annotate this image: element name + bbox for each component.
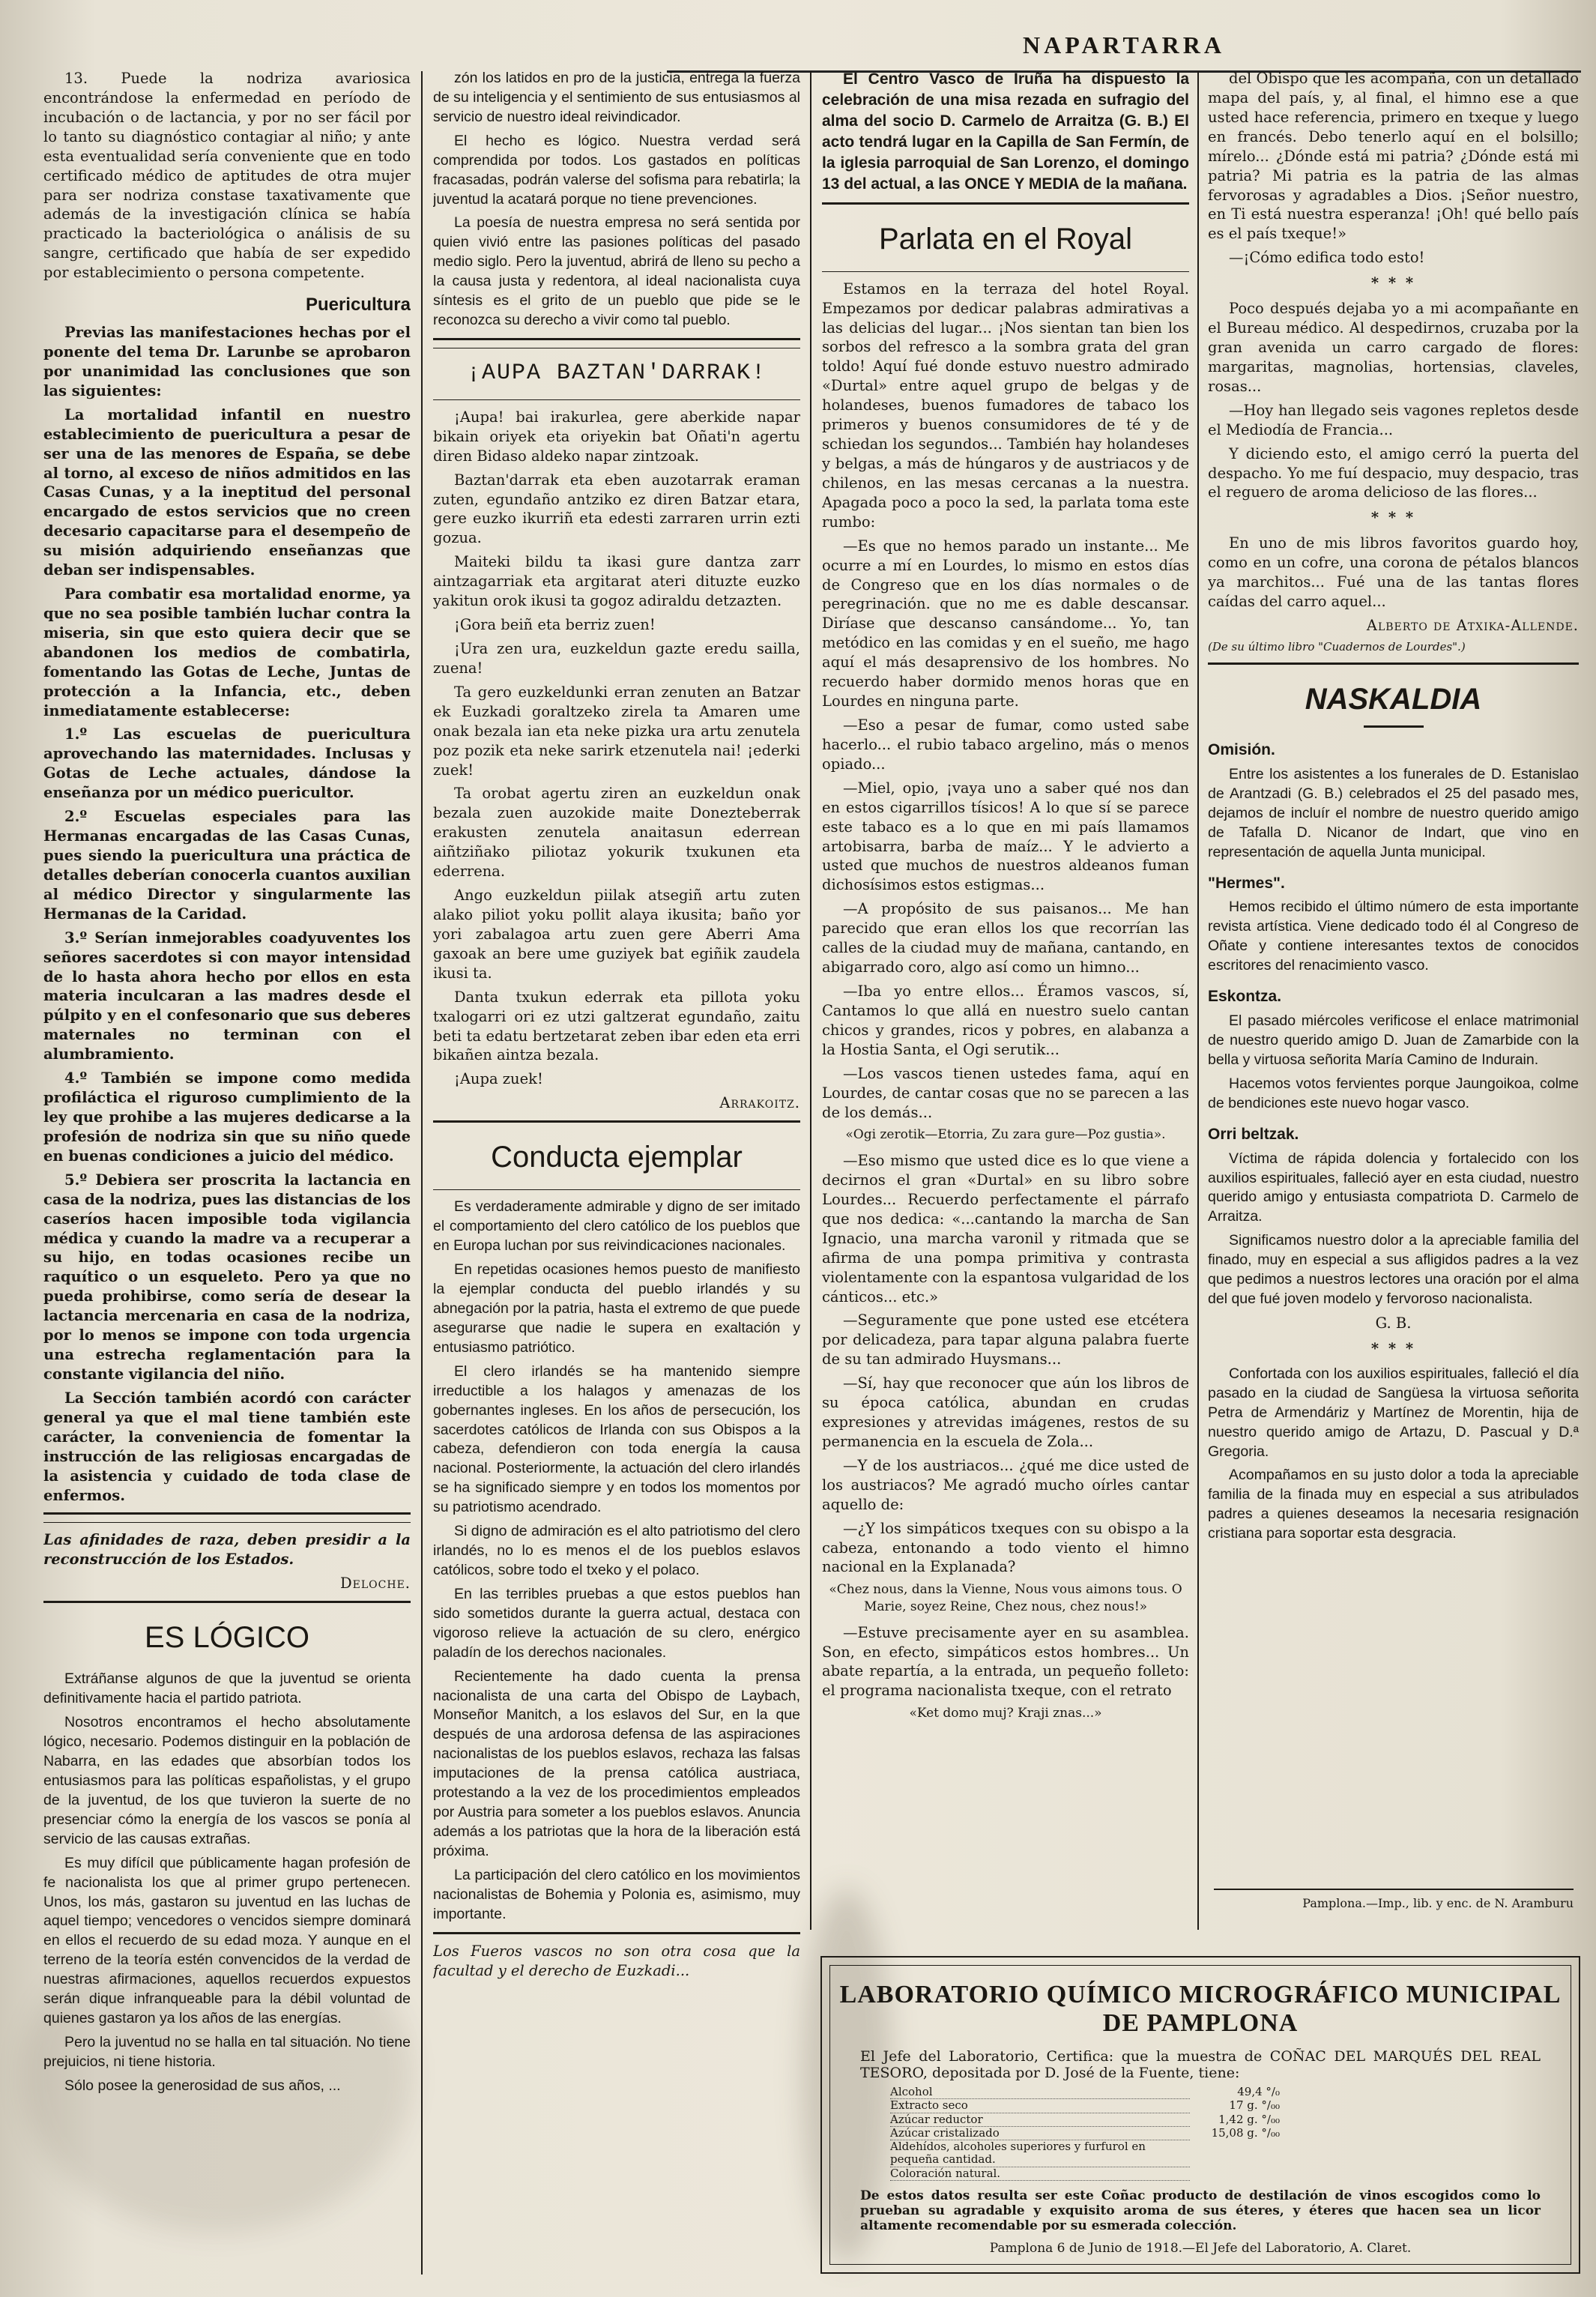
separator: [433, 399, 800, 400]
omision-text: Entre los asistentes a los funerales de D. Estanislao de Arantzadi (G. B.) celebrados el 25 del pasado mes, dejamos de incluír el nombre de nuestro querido amigo de Tafalla D. Nicanor de Indart, que vino en representación de aquella Junta municipal.: [1208, 765, 1579, 860]
verse: «Ogi zerotik—Etorria, Zu zara gure—Poz gustia».: [845, 1127, 1166, 1143]
paragraph: Es muy difícil que públicamente hagan profesión de fe nacionalista los que al primer grupo pertenecen. Unos, los más, gastaron su juventud en las luchas de aquel tiempo; vencedores o vencidos siempre dominará en ellos el recuerdo de su edad moza. Y aunque en el terreno de la teoría estén convencidos de la verdad de nuestras afirmaciones, aquellos recuerdos expuestos serán dique infranqueable para la débil voluntad de quienes gastaron ya los años de las energías.: [43, 1854, 411, 2027]
race-quote: Las afinidades de raza, deben presidir a la reconstrucción de los Estados.: [43, 1531, 411, 1569]
ad-row-value: 17 g. °/₀₀: [1229, 2098, 1280, 2113]
ad-table-row: [890, 2167, 1280, 2181]
separator: [433, 1932, 800, 1934]
hermes-heading: "Hermes".: [1208, 874, 1285, 892]
headline-underline: [1364, 725, 1424, 728]
naskaldia-headline: NASKALDIA: [1305, 682, 1482, 716]
paragraph: ¡Ura zen ura, euzkeldun gazte eredu sailla, zuena!: [433, 640, 800, 677]
ad-row-label: Alcohol: [890, 2086, 1190, 2099]
paragraph: La Sección también acordó con carácter general ya que el mal tiene también este carácter, la conveniencia de fomentar la instrucción de las religiosas encargadas de la asistencia y cuidado de toda clase de enfermos.: [43, 1389, 411, 1504]
paragraph: En repetidas ocasiones hemos puesto de manifiesto la ejemplar conducta del pueblo irlandés y su abnegación por la patria, hasta el extremo de que puede asegurarse que nadie le supera en exaltación y entusiasmo patriótico.: [433, 1261, 800, 1356]
paragraph: Maiteki bildu ta ikasi gure dantza zarr aintzagarriak eta argitarat ateri dituzte euzko yakitun orok ikusi ta gogoz adiraldu detzazten.: [433, 553, 800, 610]
paragraph: El clero irlandés se ha mantenido siempre irreductible a los halagos y amenazas de los gobernantes ingleses. En los años de persecución, los sacerdotes católicos de Irlanda con sus Obispos a la cabeza, defendieron con toda energía la causa nacional. Posteriormente, la actuación del clero irlandés se ha significado siempre y en todos los momentos por su patriotismo acendrado.: [433, 1362, 800, 1516]
paragraph: La poesía de nuestra empresa no será sentida por quien vivió entre las pasiones políticas del pasado medio siglo. Pero la juventud, abrirá de lleno su pecho a la causa justa y redentora, al ideal nacionalista cuya síntesis es el grito de un pueblo que pide se le reconozca su derecho a vivir como tal pueblo.: [433, 214, 800, 329]
paragraph: 5.º Debiera ser proscrita la lactancia en casa de la nodriza, pues las distancias de los caseríos hacen imposible toda vigilancia médica y cuando la madre va a recuperar a su hijo, en todas ocasiones recibe un raquítico o un esqueleto. Pero ya que no pueda prohibirse, como sería de desear la lactancia mercenaria en casa de la nodriza, por lo menos se impone con toda urgencia una estrecha reglamentación para la constante vigilancia del niño.: [43, 1171, 411, 1383]
hermes-text: Hemos recibido el último número de esta importante revista artística. Viene dedicado todo él al Congreso de Oñate y contiene interesantes textos de conocidos escritores del renacimiento vasco.: [1208, 899, 1579, 974]
eskontza-text: [1208, 1012, 1579, 1114]
es-logico-article: [43, 1670, 411, 2095]
ad-signature: Pamplona 6 de Junio de 1918.—El Jefe del Laboratorio, A. Claret.: [989, 2240, 1412, 2256]
column-1: [43, 69, 411, 2287]
paragraph: —Sí, hay que reconocer que aún los libros de su época católica, abundan en crudas expresiones y atrevidas imágenes, restos de su permanencia en la escuela de Zola...: [822, 1374, 1189, 1450]
paragraph: —¡Cómo edifica todo esto!: [1229, 249, 1425, 267]
column-rule: [421, 71, 423, 2275]
eskontza-heading: Eskontza.: [1208, 988, 1282, 1006]
paragraph: En las terribles pruebas a que estos pueblos han sido sometidos durante la guerra actual, destaca con vigoroso relieve la actuación de su clero, enérgico paladín de los derechos nacionales.: [433, 1585, 800, 1661]
aupa-signature: Arrakoitz.: [719, 1094, 800, 1112]
masthead: NAPARTARRA: [1023, 31, 1225, 58]
paragraph: 13. Puede la nodriza avariosica encontrándose la enfermedad en período de incubación o de lactancia, y por no ser fácil por lo tanto su diagnóstico contagiar al niño; y ante esta eventualidad sería conveniente que en todo certificado médico de aptitudes de otra mujer para ser nodriza constase taxativamente que además de la investigación clínica se había practicado la bacteriológica o análisis de su sangre, certificado que había de ser expedido por establecimiento o persona competente.: [43, 70, 411, 282]
paragraph: ¡Gora beiñ eta berriz zuen!: [454, 616, 656, 634]
orri-beltzak-heading: Orri beltzak.: [1208, 1125, 1299, 1143]
paragraph: ¡Aupa zuek!: [454, 1070, 543, 1088]
column-4: [1208, 69, 1579, 1950]
ad-table-row: [890, 2099, 1280, 2113]
paragraph: Para combatir esa mortalidad enorme, ya que no sea posible también luchar contra la miseria, sin que esto quiera decir que se abandonen los medios de combatirla, fomentando las Gotas de Leche, Juntas de protección a la Infancia, etc., deben inmediatamente establecerse:: [43, 585, 411, 719]
paragraph: Nosotros encontramos el hecho absolutamente lógico, necesario. Podemos distinguir en la población de Nabarra, en las edades que absorbían todos los entusiasmos para las políticas españolistas, y el grupo de la juventud, de los que tuvieron la suerte de no presenciar cómo la energía de los vascos se ponía al servicio de las causas extrañas.: [43, 1714, 411, 1847]
paragraph: Ta gero euzkeldunki erran zenuten an Batzar ek Euzkadi goraltzeko zirela ta Amaren ume onak bezala ian eta neke pizka ura artu zenutela poz pozik eta neke sarirk etzenutela nai! ¡ederki zuek!: [433, 683, 800, 779]
paragraph: Hacemos votos fervientes porque Jaungoikoa, colme de bendiciones este nuevo hogar vasco.: [1208, 1075, 1579, 1111]
separator: [822, 271, 1189, 272]
puericultura-heading: Puericultura: [305, 295, 411, 316]
paragraph: Recientemente ha dado cuenta la prensa nacionalista de una carta del Obispo de Laybach, Monseñor Manitch, a los eslavos del Sur, en la que después de una ardorosa defensa de las aspiraciones nacionalistas de los pueblos eslavos, rechaza las falsas imputaciones de la prensa católica austriaca, protestando a la vez de los procedimientos empleados por Austria para someter a los pueblos eslavos. Anuncia además a los patriotas que la hora de la liberación está próxima.: [433, 1667, 800, 1859]
fueros-quote: Los Fueros vascos no son otra cosa que la facultad y el derecho de Euzkadi...: [433, 1942, 800, 1979]
paragraph: —¿Y los simpáticos txeques con su obispo a la cabeza, entonando a todo viento el himno nacional en la Explanada?: [822, 1519, 1189, 1576]
es-logico-continued: [433, 69, 800, 330]
paragraph: —Seguramente que pone usted ese etcétera por delicadeza, para tapar alguna palabra fuerte de su tan admirado Huysmans...: [822, 1312, 1189, 1368]
column-rule: [1197, 71, 1199, 1930]
parlata-signature: Alberto de Atxika-Allende.: [1366, 616, 1579, 634]
nodriza-text: [43, 69, 411, 283]
ad-certify-text: El Jefe del Laboratorio, Certifica: que la muestra de COÑAC DEL MARQUÉS DEL REAL TESORO, depositada por D. José de la Fuente, tiene:: [860, 2048, 1541, 2081]
column-rule: [810, 71, 811, 1930]
parlata-source: (De su último libro "Cuadernos de Lourdes".): [1208, 639, 1466, 654]
ad-row-value: [1190, 2140, 1280, 2167]
misa-notice: El Centro Vasco de Iruña ha dispuesto la celebración de una misa rezada en sufragio del alma del socio D. Carmelo de Arraitza (G. B.) El acto tendrá lugar en la Capilla de San Fermín, de la iglesia parroquial de San Lorenzo, el domingo 13 del actual, a las ONCE Y MEDIA de la mañana.: [822, 70, 1189, 193]
paragraph: Previas las manifestaciones hechas por el ponente del tema Dr. Larunbe se aprobaron por unanimidad las conclusiones que son las siguientes:: [43, 324, 411, 399]
paragraph: Es verdaderamente admirable y digno de ser imitado el comportamiento del clero católico de los pueblos que en Europa luchan por sus reivindicaciones nacionales.: [433, 1198, 800, 1255]
paragraph: 4.º También se impone como medida profiláctica el riguroso cumplimiento de la ley que prohibe a las mujeres dedicarse a la profesión de nodriza sin que su niño quede en buenas condiciones a juicio del médico.: [43, 1069, 411, 1165]
aupa-baztan-article: [433, 408, 800, 1089]
orri-text: Acompañamos en su justo dolor a toda la apreciable familia de la finada muy en especial a sus atribulados padres a quienes deseamos la necesaria resignación cristiana para soportar esta desgracia.: [1208, 1467, 1579, 1542]
ad-analysis-table: [890, 2086, 1571, 2181]
separator: [1208, 662, 1579, 665]
parlata-headline: Parlata en el Royal: [879, 222, 1132, 256]
ad-title: LABORATORIO QUÍMICO MICROGRÁFICO MUNICIPAL DE PAMPLONA: [839, 1981, 1562, 2037]
ad-row-value: 1,42 g. °/₀₀: [1218, 2112, 1280, 2126]
separator: [433, 338, 800, 340]
paragraph: El hecho es lógico. Nuestra verdad será comprendida por todos. Los gastados en políticas fracasadas, podrán valerse del sofisma para rebatirla; la juventud la acatará porque no tiene prevenciones.: [433, 132, 800, 208]
paragraph: 1.º Las escuelas de puericultura aprovechando las maternidades. Inclusas y Gotas de Leche actuales, dándose la enseñanza por un médico puericultor.: [43, 725, 411, 802]
es-logico-headline: ES LÓGICO: [144, 1621, 310, 1655]
ad-table-row: [890, 2140, 1280, 2167]
paragraph: Poco después dejaba yo a mi acompañante en el Bureau médico. Al despedirnos, cruzaba por la gran avenida un carro cargado de flores: margaritas, magnolias, hortensias, claveles, rosas...: [1208, 300, 1579, 395]
paragraph: El pasado miércoles verificose el enlace matrimonial de nuestro querido amigo D. Juan de Zamarbide con la bella y virtuosa señorita María Camino de Indurain.: [1208, 1012, 1579, 1068]
ad-row-value: [1190, 2167, 1280, 2181]
quote-signature: Deloche.: [340, 1575, 411, 1593]
separator: [43, 1601, 411, 1603]
verse: «Chez nous, dans la Vienne, Nous vous aimons tous. O Marie, soyez Reine, Chez nous, chez nous!»: [829, 1582, 1182, 1615]
separator: [43, 1512, 411, 1515]
ad-row-value: 15,08 g. °/₀₀: [1211, 2125, 1280, 2140]
ad-row-label: Azúcar cristalizado: [890, 2127, 1190, 2140]
separator: [43, 1522, 411, 1523]
paragraph: 2.º Escuelas especiales para las Hermanas encargadas de las Casas Cunas, pues siendo la puericultura una práctica de detalles deberían conocerla cuantos auxilian al médico Director y singularmente las Hermanas de la Caridad.: [43, 808, 411, 923]
paragraph: zón los latidos en pro de la justicia, entrega la fuerza de su inteligencia y el sentimiento de sus entusiasmos al servicio de nuestro ideal reivindicador.: [433, 70, 800, 125]
parlata-continued: [1208, 69, 1579, 612]
column-2: [433, 69, 800, 2287]
paragraph: Ango euzkeldun piilak atsegiñ artu zuten alako piliot yoku pollit alaya ikusita; baño yor yori zabalagoa artu zuen gere Aberri Ama gaxoak an bere ume guziyek bat egiñik zaudela ikusi ta.: [433, 887, 800, 982]
separator: [822, 202, 1189, 205]
paragraph: Ta orobat agertu ziren an euzkeldun onak bezala zuen auzokide maite Donezteberrak erakusten zenutela anaitasun ederrean aiñtziñako piliotaz yokurik txukunen eta ederrena.: [433, 785, 800, 881]
ad-inner-border: [829, 1965, 1571, 2265]
section-stars: * * *: [1370, 1339, 1416, 1357]
ad-row-label: Extracto seco: [890, 2099, 1190, 2113]
paragraph: —Eso mismo que usted dice es lo que viene a decirnos el gran «Durtal» en su libro sobre Lourdes... Recuerdo perfectamente el párrafo que nos dedica: «...cantando la marcha de San Ignacio, una marcha varonil y ritmada que se afirma de una pompa primitiva y contrasta violentamente con la espantosa vulgaridad de los cánticos... etc.»: [822, 1152, 1189, 1306]
ad-table-row: [890, 2086, 1280, 2099]
ad-table-row: [890, 2127, 1280, 2140]
parlata-article: [822, 280, 1189, 1722]
paragraph: —Y de los austriacos... ¿qué me dice usted de los austriacos? Me agradó mucho oírles cantar aquello de:: [822, 1456, 1189, 1513]
paragraph: Y diciendo esto, el amigo cerró la puerta del despacho. Yo me fuí despacio, muy despacio, tras el reguero de aroma delicioso de las flores...: [1208, 444, 1579, 501]
paragraph: —A propósito de sus paisanos... Me han parecido que eran ellos los que recorrían las calles de la ciudad muy de mañana, cantando, en abigarrado coro, algo así como un himno...: [822, 900, 1189, 977]
conducta-headline: Conducta ejemplar: [491, 1141, 743, 1174]
conducta-article: [433, 1198, 800, 1924]
paragraph: —Iba yo entre ellos... Éramos vascos, sí, Cantamos lo que allá en nuestro suelo cantan chicos y grandes, ricos y pobres, en alabanza a la Hostia Santa, el Ogi serutik...: [822, 982, 1189, 1058]
ad-table-row: [890, 2113, 1280, 2127]
orri-text: Confortada con los auxilios espirituales, falleció el día pasado en la ciudad de Sangüesa la virtuosa señorita Petra de Armendáriz y Martínez de Morentin, hija de nuestro querido amigo de Artazu, D. Pascual y D.ª Gregoria.: [1208, 1365, 1579, 1460]
imprint-rule: [1214, 1889, 1574, 1890]
ad-row-label: Azúcar reductor: [890, 2113, 1190, 2127]
verse: «Ket domo muj? Kraji znas...»: [909, 1706, 1102, 1721]
paragraph: del Obispo que les acompaña, con un detallado mapa del país, y, al final, el himno ese a que usted hace referencia, primero en txeque y luego en francés. Debo tenerlo aquí en el bolsillo; mírelo... ¿Dónde está mi patria? ¿Dónde está mi patria? Mi patria es la patria de las almas fervorosas y agradables a Dios. ¡Señor nuestro, en Ti está nuestra esperanza! ¡Oh! qué bello país es el país txeque!»: [1208, 70, 1579, 243]
ad-row-value: 49,4 °/₀: [1237, 2085, 1280, 2098]
masthead-bar: [667, 21, 1581, 73]
paragraph: Estamos en la terraza del hotel Royal. Empezamos por dedicar palabras admirativas a las delicias del lugar... ¡Nos sientan tan bien los sorbos del refresco a la sombra grata del gran toldo! Aquí fué donde estuvo nuestro admirado «Durtal» entre aquel grupo de belgas y de holandeses, buenos fumadores de tabaco los primeros y buenos consumidores de té y de schiedan los segundos... También hay holandeses y belgas, a más de húngaros y de austriacos y de chilenos, en las mesas cercanas a la nuestra. Apagada poco a poco la sed, la parlata toma este rumbo:: [822, 280, 1189, 531]
paragraph: Pero la juventud no se halla en tal situación. No tiene prejuicios, ni tiene historia.: [43, 2033, 411, 2070]
puericultura-article: [43, 323, 411, 1505]
section-stars: * * *: [1370, 509, 1416, 527]
column-3: [822, 69, 1189, 1950]
gb-mark: G. B.: [1375, 1314, 1412, 1332]
laboratory-ad: [820, 1956, 1580, 2274]
paragraph: Baztan'darrak eta eben auzotarrak eraman zuten, egundaño antziko ez diren Batzar etara, gere euzko ikurriñ eta edesti zarraren urrin ezti gozua.: [433, 471, 800, 547]
omision-heading: Omisión.: [1208, 741, 1275, 759]
separator: [433, 1189, 800, 1190]
paragraph: —Es que no hemos parado un instante... Me ocurre a mí en Lourdes, lo mismo en estos días de Congreso que en los días normales o de peregrinación. que no me es dable descansar. Diríase que descanso cansándome... Yo, tan metódico en las comidas y en el sueño, me hago aquí el más desaprensivo de los hombres. No recuerdo haber dormido menos horas que en Lourdes en ninguna parte.: [822, 537, 1189, 710]
imprint-line: Pamplona.—Imp., lib. y enc. de N. Aramburu: [1302, 1896, 1574, 1910]
section-stars: * * *: [1370, 274, 1416, 292]
ad-row-label: Aldehídos, alcoholes superiores y furfurol en pequeña cantidad.: [890, 2140, 1190, 2167]
paragraph: 3.º Serían inmejorables coadyuventes los señores sacerdotes si con mayor intensidad de lo hasta ahora hecho por ellos en esta materia inculcaran a las madres desde el púlpito y en el confesonario que sus deberes maternales no terminan con el alumbramiento.: [43, 929, 411, 1063]
separator: [433, 1120, 800, 1123]
paragraph: —Miel, opio, ¡vaya uno a saber qué nos dan en estos cigarrillos tísicos! A lo que sí se parece este tabaco es a lo que en mi país llamamos artobisarra, barba de maíz... Y le advierto a usted que muchos de nuestros aldeanos fuman dichosísimos estos estigmas...: [822, 779, 1189, 894]
paragraph: En uno de mis libros favoritos guardo hoy, como en un cofre, una corona de pétalos blancos ya marchitos... Fué una de las tantas flores caídas del carro aquel...: [1208, 534, 1579, 611]
paragraph: —Eso a pesar de fumar, como usted sabe hacerlo... el rubio tabaco argelino, más o menos opiado...: [822, 716, 1189, 773]
paragraph: —Hoy han llegado seis vagones repletos desde el Mediodía de Francia...: [1208, 401, 1579, 438]
orri-text: Significamos nuestro dolor a la apreciable familia del finado, muy en especial a sus afligidos padres a la vez que pedimos a nuestros lectores una oración por el alma del que fué joven modelo y fervoroso nacionalista.: [1208, 1232, 1579, 1308]
aupa-baztan-headline: ¡AUPA BAZTAN'DARRAK!: [466, 360, 767, 386]
paragraph: Sólo posee la generosidad de sus años, ...: [64, 2077, 341, 2094]
paragraph: —Estuve precisamente ayer en su asamblea. Son, en efecto, simpáticos estos hombres... Un abate repartía, a la entrada, un pequeño folleto: el programa nacionalista txeque, con el retrato: [822, 1623, 1189, 1700]
paragraph: —Los vascos tienen ustedes fama, aquí en Lourdes, de cantar cosas que no se parecen a las de los demás...: [822, 1064, 1189, 1121]
ad-conclusion: De estos datos resulta ser este Coñac producto de destilación de vinos escogidos como lo prueban su agradable y exquisito aroma de sus éteres, y éteres que hacen sea un licor altamente recomendable por su esmerada colección.: [860, 2188, 1541, 2233]
paragraph: La participación del clero católico en los movimientos nacionalistas de Bohemia y Polonia es, asimismo, muy importante.: [433, 1866, 800, 1922]
paragraph: Extráñanse algunos de que la juventud se orienta definitivamente hacia el partido patriota.: [43, 1670, 411, 1707]
paragraph: ¡Aupa! bai irakurlea, gere aberkide napar bikain oriyek eta oriyekin bat Oñati'n agertu diren Bidaso aldeko napar zintzoak.: [433, 408, 800, 465]
paragraph: La mortalidad infantil en nuestro establecimiento de puericultura a pesar de ser una de las menores de España, se debe al torno, al exceso de niños admitidos en las Casas Cunas, y a la ineptitud del personal encargado de estos servicios que no creen decesario capacitarse para el desempeño de su misión adquiriendo enseñanzas que deban ser indispensables.: [43, 405, 411, 579]
orri-text: Víctima de rápida dolencia y fortalecido con los auxilios espirituales, falleció ayer en esta ciudad, nuestro querido amigo y entusiasta compatriota D. Carmelo de Arraitza.: [1208, 1150, 1579, 1225]
ad-row-label: Coloración natural.: [890, 2167, 1190, 2181]
paragraph: Si digno de admiración es el alto patriotismo del clero irlandés, no lo es menos el de los pueblos eslavos católicos, sobre todo el txeko y el polaco.: [433, 1523, 800, 1578]
paragraph: Danta txukun ederrak eta pillota yoku txalogarri ori ez utzi galtzerat egundaño, zaitu beti ta edatu bertzetarat zeben ibar eden eta erri bikañen aintza bezala.: [433, 988, 800, 1064]
